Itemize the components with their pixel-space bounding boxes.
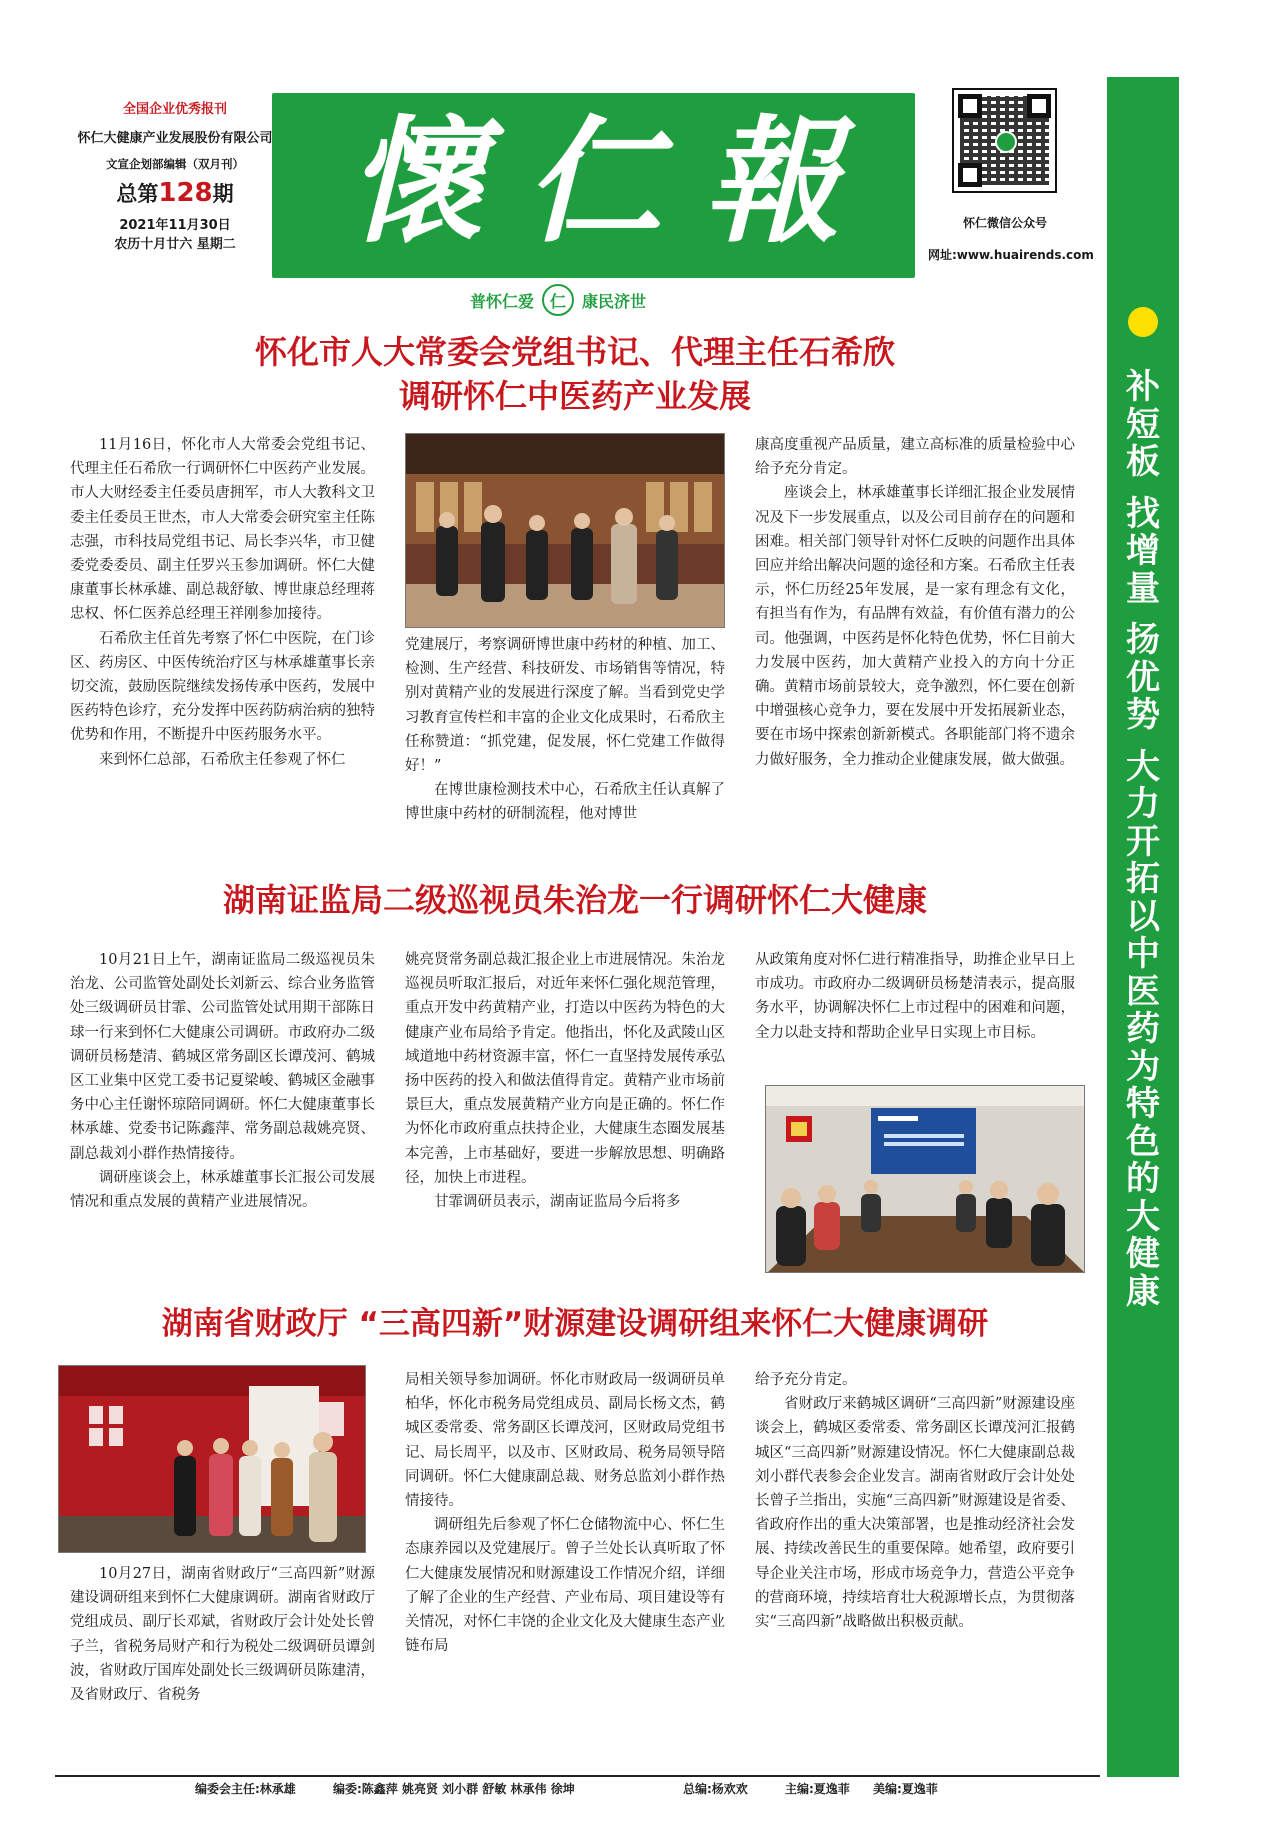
issue-dates (70, 216, 280, 254)
footer-art-editor: 美编:夏逸菲 (873, 1782, 938, 1796)
article-paragraph: 11月16日，怀化市人大常委会党组书记、代理主任石希欣一行调研怀仁中医药产业发展。市人大财经委主任委员唐拥军，市人大教科文卫委主任委员王世杰，市人大常委会研究室主任陈志强，市科技局党组书记、局长李兴华，市卫健委党委委员、副主任罗兴玉参加调研。怀仁大健康董事长林承雄、副总裁舒敏、博世康总经理蒋忠权、怀仁医养总经理王祥刚参加接待。 (70, 437, 375, 623)
issue-prefix: 总第 (116, 182, 159, 206)
footer-divider (55, 1775, 1100, 1777)
article3-column-2 (405, 1368, 725, 1658)
banner-char: 势 (1126, 695, 1160, 735)
article1-headline-line1: 怀化市人大常委会党组书记、代理主任石希欣 (254, 333, 895, 371)
article-paragraph: 党建展厅，考察调研博世康中药材的种植、加工、检测、生产经营、科技研发、市场销售等情况，特别对黄精产业的发展进行深度了解。当看到党史学习教育宣传栏和丰富的企业文化成果时，石希欣主任称赞道：“抓党建，促发展，怀仁党建工作做得好！” (405, 637, 725, 775)
issue-date: 2021年11月30日 (119, 218, 231, 233)
banner-char: 量 (1126, 568, 1160, 609)
banner-char: 特 (1126, 1084, 1160, 1124)
article2-column-2 (405, 948, 725, 1214)
footer-editor: 主编:夏逸菲 (785, 1782, 850, 1796)
article-paragraph: 给予充分肯定。 (755, 1372, 857, 1388)
banner-char: 板 (1126, 442, 1160, 482)
article-paragraph: 康高度重视产品质量，建立高标准的质量检验中心给予充分肯定。 (755, 437, 1075, 478)
article-paragraph: 10月27日，湖南省财政厅“三高四新”财源建设调研组来到怀仁大健康调研。湖南省财政厅党组成员、副厅长邓斌，省财政厅会计处处长曾子兰，省税务局财产和行为税处二级调研员谭剑波，省财政厅国库处副处长三级调研员陈建清，及省财政厅、省税务 (70, 1566, 375, 1704)
article-paragraph: 来到怀仁总部，石希欣主任参观了怀仁 (99, 751, 346, 768)
article3-column-3 (755, 1368, 1075, 1634)
company-name: 怀仁大健康产业发展股份有限公司 (77, 131, 273, 146)
banner-char: 健 (1126, 1234, 1160, 1274)
article3-column-1 (70, 1562, 375, 1707)
wechat-qr-code[interactable] (952, 88, 1057, 193)
article-paragraph: 从政策角度对怀仁进行精准指导，助推企业早日上市成功。市政府办二级调研员杨楚清表示，提高服务水平，协调解决怀仁上市过程中的困难和问题，全力以赴支持和帮助企业早日实现上市目标。 (755, 952, 1075, 1041)
article1-photo-image (406, 434, 725, 628)
banner-char: 优 (1126, 657, 1160, 698)
article-paragraph: 调研座谈会上，林承雄董事长汇报公司发展情况和重点发展的黄精产业进展情况。 (70, 1169, 375, 1211)
lunar-date: 农历十月廿六 星期二 (114, 237, 236, 252)
banner-char: 以 (1126, 896, 1160, 937)
article2-headline[interactable]: 湖南证监局二级巡视员朱治龙一行调研怀仁大健康 (222, 881, 927, 919)
company-logo-icon: 仁 (542, 284, 574, 316)
banner-char: 色 (1126, 1121, 1160, 1162)
banner-char: 找 (1126, 493, 1160, 534)
article2-photo[interactable] (765, 1085, 1085, 1273)
article-paragraph: 10月21日上午，湖南证监局二级巡视员朱治龙、公司监管处副处长刘新云、综合业务监管处三级调研员甘霏、公司监管处试用期干部陈日球一行来到怀仁大健康公司调研。市政府办二级调研员杨楚清、鹤城区常务副区长谭茂河、鹤城区工业集中区党工委书记夏梁峻、鹤城区金融事务中心主任谢怀琼陪同调研。怀仁大健康董事长林承雄、党委书记陈鑫萍、常务副总裁姚亮贤、副总裁刘小群作热情接待。 (70, 952, 375, 1162)
banner-char: 开 (1126, 821, 1160, 862)
article3-photo[interactable] (58, 1365, 366, 1553)
side-banner (1107, 77, 1179, 1777)
banner-char: 为 (1126, 1046, 1160, 1087)
article1-column-3 (755, 433, 1075, 772)
banner-char: 增 (1126, 531, 1160, 571)
qr-caption: 怀仁微信公众号 (962, 216, 1047, 230)
article-paragraph: 调研组先后参观了怀仁仓储物流中心、怀仁生态康养园以及党建展厅。曾子兰处长认真听取了怀仁大健康发展情况和财源建设工作情况介绍，详细了解了企业的生产经营、产业布局、项目建设等有关情况，对怀仁丰饶的企业文化及大健康生态产业链布局 (405, 1517, 725, 1655)
masthead-info (70, 98, 280, 254)
banner-char: 大 (1126, 1196, 1160, 1237)
banner-char: 中 (1126, 934, 1160, 974)
article-paragraph: 甘霏调研员表示，湖南证监局今后将多 (434, 1194, 681, 1211)
banner-char: 拓 (1126, 859, 1160, 899)
article2-column-1 (70, 948, 375, 1214)
editorial-note: 文宣企划部编辑（双月刊） (106, 157, 244, 171)
article1-headline[interactable] (60, 330, 1090, 418)
paper-name: 懷仁報 (347, 102, 882, 262)
side-banner-text (1107, 369, 1179, 1311)
article-paragraph: 在博世康检测技术中心，石希欣主任认真解了博世康中药材的研制流程，他对博世 (405, 782, 725, 823)
article2-column-3 (755, 948, 1075, 1045)
masthead-nameplate (272, 93, 915, 278)
qr-finder-icon (958, 163, 982, 187)
banner-char: 短 (1126, 404, 1160, 445)
article-paragraph: 石希欣主任首先考察了怀仁中医院，在门诊区、药房区、中医传统治疗区与林承雄董事长亲切交流，鼓励医院继续发扬传承中医药，发展中医药特色诊疗，充分发挥中医药防病治病的独特优势和作用，不断提升中医药服务水平。 (70, 630, 375, 744)
article3-photo-image (59, 1366, 366, 1553)
banner-char: 力 (1126, 784, 1160, 824)
article-paragraph: 座谈会上，林承雄董事长详细汇报企业发展情况及下一步发展重点，以及公司目前存在的问题和困难。相关部门领导针对怀仁反映的问题作出具体回应并给出解决问题的途径和方案。石希欣主任表示，怀仁历经25年发展，是一家有理念有文化，有担当有作为，有品牌有效益，有价值有潜力的公司。他强调，中医药是怀化特色优势，怀仁目前大力发展中医药，加大黄精产业投入的方向十分正确。黄精市场前景较大，竞争激烈，怀仁要在创新中增强核心竞争力，要在发展中开发拓展新业态，要在市场中探索创新新模式。各职能部门将不遗余力做好服务，全力推动企业健康发展，做大做强。 (755, 485, 1075, 768)
article1-column-2 (405, 633, 725, 827)
footer-director: 编委会主任:林承雄 (195, 1782, 296, 1796)
article-paragraph: 省财政厅来鹤城区调研“三高四新”财源建设座谈会上，鹤城区委常委、常务副区长谭茂河汇报鹤城区“三高四新”财源建设情况。怀仁大健康副总裁刘小群代表参会企业发言。湖南省财政厅会计处处长曾子兰指出，实施“三高四新”财源建设是省委、省政府作出的重大决策部署，也是推动经济社会发展、持续改善民生的重要保障。她希望，政府要引导企业关注市场，形成市场竞争力，营造公平竞争的营商环境，持续培育壮大税源增长点，为贯彻落实“三高四新”战略做出积极贡献。 (755, 1396, 1075, 1631)
slogan-left: 普怀仁爱 (470, 291, 535, 311)
banner-char: 药 (1126, 1009, 1160, 1049)
issue-suffix: 期 (212, 182, 234, 206)
footer-chief-editor: 总编:杨欢欢 (683, 1782, 748, 1796)
qr-finder-icon (1027, 94, 1051, 118)
website-link[interactable]: 网址:www.huairends.com (928, 248, 1094, 262)
banner-char: 康 (1126, 1271, 1160, 1312)
award-text: 全国企业优秀报刊 (122, 102, 227, 117)
banner-char: 补 (1126, 367, 1160, 407)
article1-headline-line2: 调研怀仁中医药产业发展 (398, 377, 751, 415)
banner-dot-icon (1128, 307, 1158, 337)
banner-char: 扬 (1126, 620, 1160, 660)
article2-photo-image (766, 1086, 1085, 1273)
banner-char: 大 (1126, 746, 1160, 787)
article1-column-1 (70, 433, 375, 772)
issue-number (70, 178, 280, 208)
slogan-right: 康民济世 (582, 291, 647, 311)
slogan (470, 284, 646, 316)
article-paragraph: 姚亮贤常务副总裁汇报企业上市进展情况。朱治龙巡视员听取汇报后，对近年来怀仁强化规范管理，重点开发中药黄精产业，打造以中医药为特色的大健康产业布局给予肯定。他指出，怀化及武陵山区域道地中药材资源丰富，怀仁一直坚持发展传承弘扬中医药的投入和做法值得肯定。黄精产业市场前景巨大，重点发展黄精产业方向是正确的。怀仁作为怀化市政府重点扶持企业，大健康生态圈发展基本完善，上市基础好，要进一步解放思想、明确路径，加快上市进程。 (405, 952, 725, 1186)
qr-logo-icon (995, 131, 1017, 153)
footer-editors: 编委:陈鑫萍 姚亮贤 刘小群 舒敏 林承伟 徐坤 (333, 1782, 575, 1796)
article3-headline[interactable]: 湖南省财政厅 “三高四新”财源建设调研组来怀仁大健康调研 (161, 1306, 989, 1342)
issue-num: 128 (158, 178, 213, 208)
banner-char: 医 (1126, 971, 1160, 1012)
article-paragraph: 局相关领导参加调研。怀化市财政局一级调研员单柏华，怀化市税务局党组成员、副局长杨文杰，鹤城区委常委、常务副区长谭茂河，区财政局党组书记、局长周平，以及市、区财政局、税务局领导陪同调研。怀仁大健康副总裁、财务总监刘小群作热情接待。 (405, 1372, 725, 1510)
banner-char: 的 (1126, 1159, 1160, 1199)
article1-photo[interactable] (405, 433, 725, 628)
qr-finder-icon (958, 94, 982, 118)
